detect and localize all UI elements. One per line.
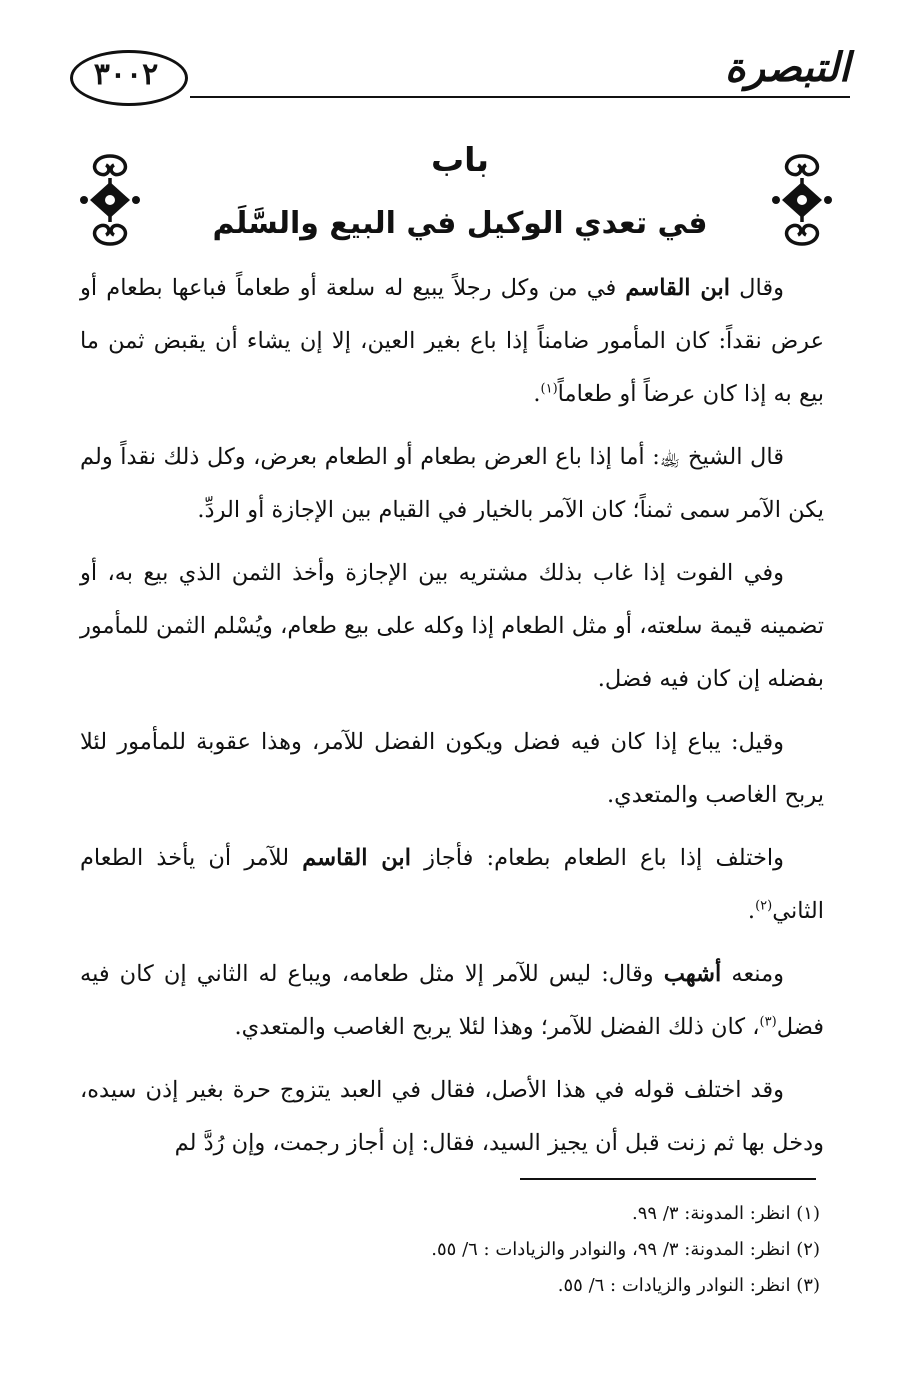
paragraph-1 xyxy=(80,262,824,421)
floral-ornament-icon xyxy=(770,152,834,248)
paragraph-end: . xyxy=(747,898,756,924)
paragraph-5 xyxy=(80,832,824,938)
header-rule xyxy=(190,96,850,98)
footnote-ref: (٣) xyxy=(759,1014,777,1030)
footnote-ref: (٢) xyxy=(755,898,773,914)
paragraph-text: ومنعه xyxy=(731,961,784,987)
paragraph-text: واختلف إذا باع الطعام بطعام: فأجاز xyxy=(424,845,785,871)
paragraph-6 xyxy=(80,948,824,1054)
footnotes xyxy=(80,1196,820,1304)
scholar-name: ابن القاسم xyxy=(302,845,411,871)
footnote-1: (١) انظر: المدونة: ٣/ ٩٩. xyxy=(632,1203,820,1224)
paragraph-2: قال الشيخ ﵀: أما إذا باع العرض بطعام أو الطعام بعرض، وكل ذلك نقداً ولم يكن الآمر سمى ثمناً؛ كان الآمر بالخيار في القيام بين الإجازة أو الردِّ. xyxy=(80,444,824,523)
chapter-title: باب xyxy=(431,140,489,179)
book-title: التبصرة xyxy=(724,44,850,91)
footnote-3: (٣) انظر: النوادر والزيادات : ٦/ ٥٥. xyxy=(557,1275,820,1296)
paragraph-7: وقد اختلف قوله في هذا الأصل، فقال في العبد يتزوج حرة بغير إذن سيده، ودخل بها ثم زنت قبل أن يجيز السيد، فقال: إن أجاز رجمت، وإن رُدَّ لم xyxy=(80,1077,824,1156)
paragraph-4: وقيل: يباع إذا كان فيه فضل ويكون الفضل للآمر، وهذا عقوبة للمأمور لئلا يربح الغاصب والمتعدي. xyxy=(80,729,824,808)
footnote-ref: (١) xyxy=(540,381,558,397)
page-number: ٣٠٠٢ xyxy=(93,57,159,92)
body-text xyxy=(80,262,824,1170)
paragraph-text: ، كان ذلك الفضل للآمر؛ وهذا لئلا يربح الغاصب والمتعدي. xyxy=(234,1014,760,1040)
page-header xyxy=(70,42,850,112)
chapter-subtitle: في تعدي الوكيل في البيع والسَّلَم xyxy=(212,206,708,241)
footnote-rule xyxy=(520,1178,816,1180)
scholar-name: أشهب xyxy=(663,961,722,987)
paragraph-text: في من وكل رجلاً يبيع له سلعة أو طعاماً فباعها بطعام أو عرض نقداً: كان المأمور ضامناً إذا باع بغير العين، إلا إن يشاء أن يقبض ثمن ما بيع به إذا كان عرضاً أو طعاماً xyxy=(80,275,824,407)
paragraph-text: وقال xyxy=(739,275,784,301)
paragraph-text: وقال: ليس للآمر إلا مثل طعامه، ويباع له الثاني إن كان فيه فضل xyxy=(80,961,824,1040)
scholar-name: ابن القاسم xyxy=(625,275,731,301)
paragraph-text: للآمر أن يأخذ الطعام الثاني xyxy=(80,845,824,924)
floral-ornament-icon xyxy=(78,152,142,248)
paragraph-3: وفي الفوت إذا غاب بذلك مشتريه بين الإجازة وأخذ الثمن الذي بيع به، أو تضمينه قيمة سلعته، أو مثل الطعام إذا وكله على بيع طعام، ويُسْلم الثمن للمأمور بفضله إن كان فيه فضل. xyxy=(80,560,824,692)
footnote-2: (٢) انظر: المدونة: ٣/ ٩٩، والنوادر والزيادات : ٦/ ٥٥. xyxy=(431,1239,820,1260)
paragraph-end: . xyxy=(533,381,541,407)
